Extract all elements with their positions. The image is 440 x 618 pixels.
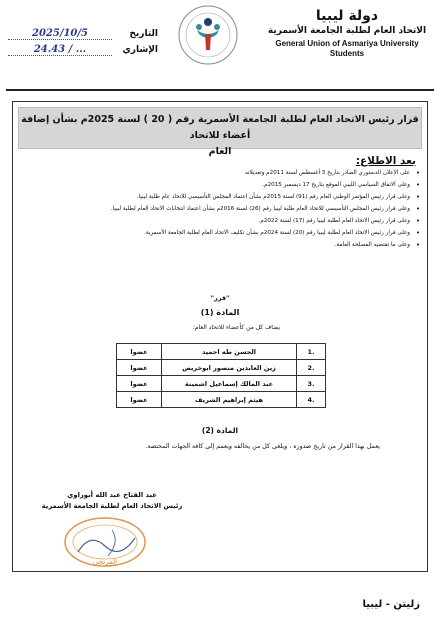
- date-value: 2025/10/5: [8, 28, 112, 40]
- date-row: [8, 26, 158, 42]
- stamp-text: المرتجي: [92, 558, 118, 566]
- table-row: [117, 392, 326, 408]
- decision-heading: "قرر": [210, 294, 230, 302]
- preamble-clause: • وعلى قرار رئيس الاتحاد العام لطلبة ليبيا رقم (20) لسنة 2024م بشأن تكليف الاتحاد العام لطلبة الجامعة الأسمرية.: [24, 229, 420, 237]
- date-ref-block: [8, 26, 158, 58]
- article2-title: المادة (2): [201, 426, 239, 435]
- table-row: [117, 344, 326, 360]
- article1-title: المادة (1): [200, 308, 240, 317]
- footer-place: زليتن - ليبيا: [362, 599, 420, 610]
- ref-label: الإشاري: [122, 45, 158, 55]
- member-number: .1: [297, 344, 326, 360]
- member-number: .4: [297, 392, 326, 408]
- country-name: دولة ليبيا: [315, 8, 379, 24]
- title-line1: قرار رئيس الاتحاد العام لطلبة الجامعة الأسمرية رقم ( 20 ) لسنة 2025م بشأن إضافة أعضاء للاتحاد: [21, 114, 419, 141]
- header-divider: [6, 89, 434, 91]
- preamble-clause: • وعلى قرار رئيس المجلس التأسيسي للاتحاد العام طلبة ليبيا رقم (26) لسنة 2016م بشأن اعتماد انتخابات الاتحاد العام لطلبة ليبيا.: [24, 205, 420, 213]
- official-stamp-icon: [60, 512, 150, 570]
- member-name: الحسن طه احميد: [162, 344, 297, 360]
- member-name: عبد المالك إسماعيل اشمينة: [162, 376, 297, 392]
- preamble-clause: • وعلى قرار رئيس الاتحاد العام لطلبة ليبيا رقم (17) لسنة 2022م.: [24, 217, 420, 225]
- preamble-clause: • وعلى ما تقتضيه المصلحة العامة.: [24, 241, 420, 249]
- org-name-en-line1: General Union of Asmariya University: [275, 39, 419, 48]
- table-row: [117, 376, 326, 392]
- org-name-ar: الاتحاد العام لطلبة الجامعة الأسمرية: [267, 26, 427, 36]
- ref-value: 24.43 / ...: [8, 44, 112, 56]
- preamble-clause: • وعلى قرار رئيس المؤتمر الوطني العام رقم (91) لسنة 2015م بشأن اعتماد المجلس التأسيسي للاتحاد عام طلبة ليبيا.: [24, 193, 420, 201]
- member-role: عضوا: [117, 392, 162, 408]
- date-label: التاريخ: [129, 29, 158, 39]
- members-table: [116, 343, 326, 408]
- member-name: زين العابدين منصور ابوخريص: [162, 360, 297, 376]
- member-role: عضوا: [117, 360, 162, 376]
- org-header: [262, 8, 432, 59]
- member-name: هيثم إبراهيم الشريف: [162, 392, 297, 408]
- member-role: عضوا: [117, 344, 162, 360]
- signer-title: رئيس الاتحاد العام لطلبة الجامعة الأسمرية: [41, 502, 183, 510]
- signer-name: عبد الفتاح عبد الله أبوراوي: [67, 491, 157, 499]
- table-row: [117, 360, 326, 376]
- member-role: عضوا: [117, 376, 162, 392]
- article1-intro: يضاف كل من كأعضاء للاتحاد العام:: [192, 324, 280, 331]
- decision-title: [18, 107, 422, 157]
- preamble-heading: بعد الاطلاع:: [355, 155, 416, 167]
- preamble-clause: • وعلى الاتفاق السياسي الليبي الموقع بتاريخ 17 ديسمبر 2015م.: [24, 181, 420, 189]
- member-number: .2: [297, 360, 326, 376]
- signature-block: [22, 490, 202, 512]
- org-name-en-line2: Students: [329, 49, 365, 58]
- union-logo-icon: [177, 4, 239, 66]
- ref-row: [8, 42, 158, 58]
- preamble-clause: • على الإعلان الدستوري الصادر بتاريخ 3 أغسطس لسنة 2011م وتعديلاته: [24, 169, 420, 177]
- article2-text: يعمل بهذا القرار من تاريخ صدوره ، ويلغى كل من يخالفه ويعمم إلى كافة الجهات المختصة.: [145, 443, 380, 450]
- preamble-clauses: [24, 169, 420, 253]
- member-number: .3: [297, 376, 326, 392]
- org-name-en: [262, 39, 432, 59]
- title-line2: العام: [208, 146, 232, 157]
